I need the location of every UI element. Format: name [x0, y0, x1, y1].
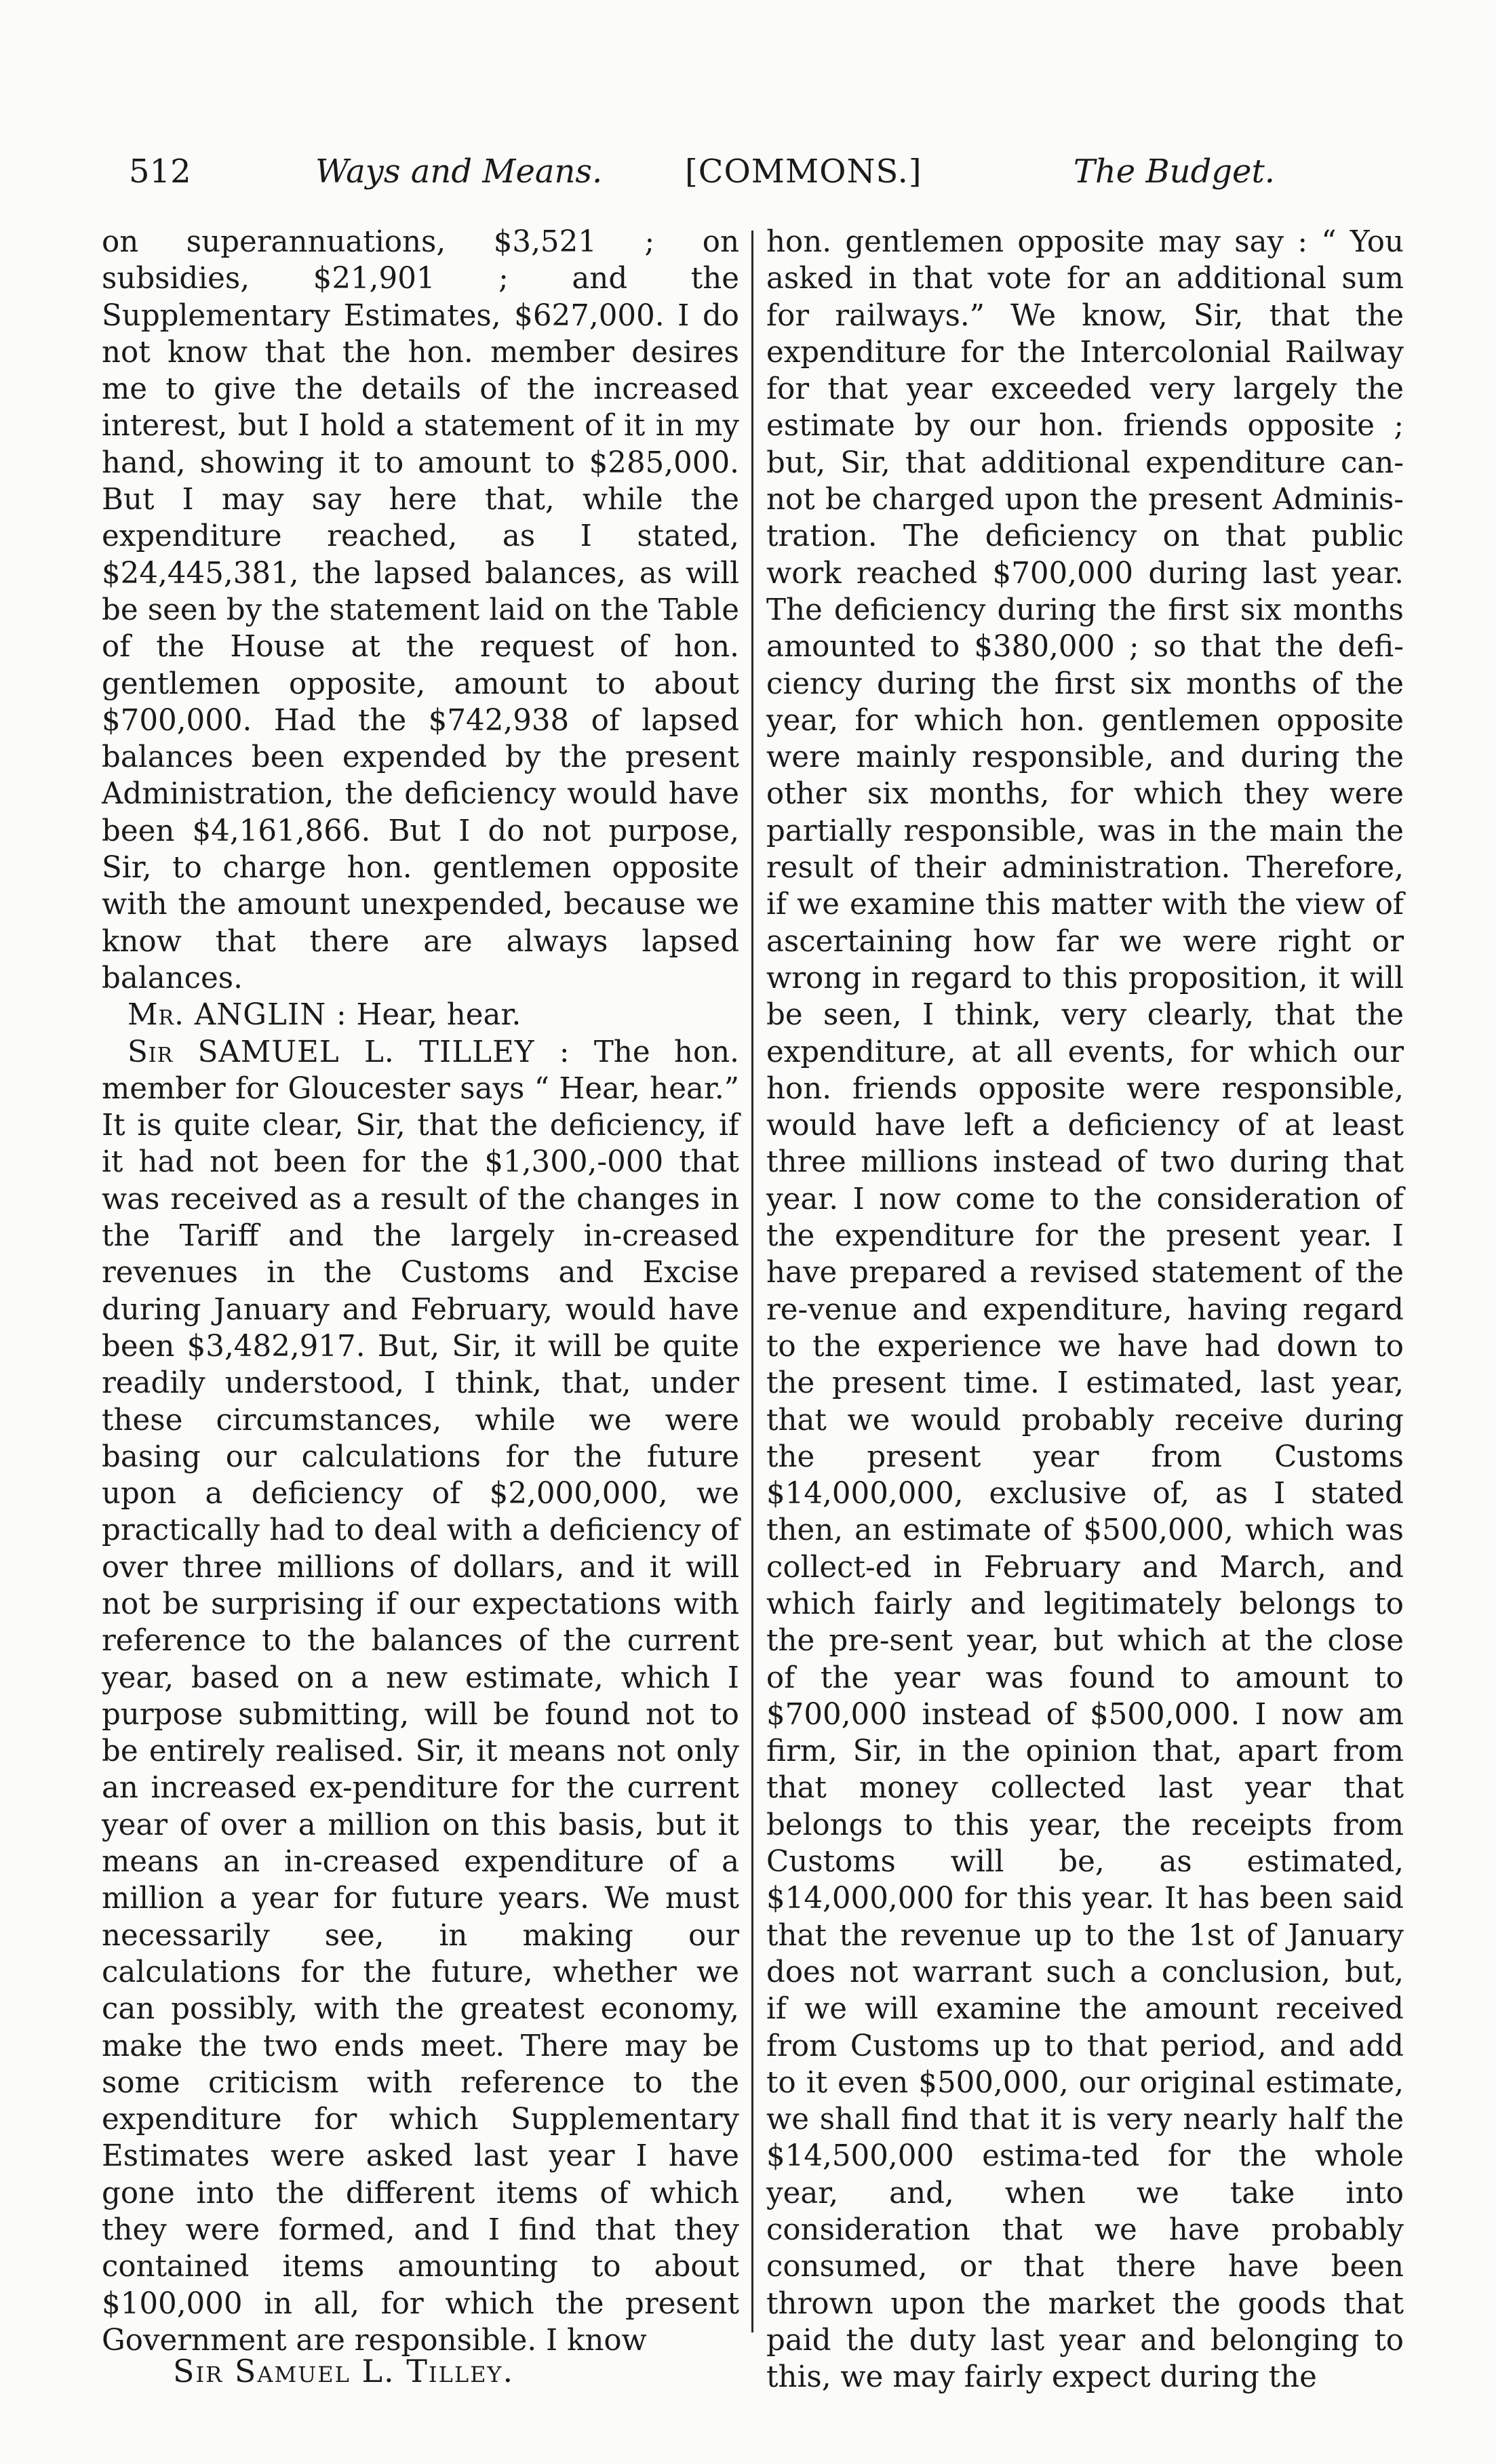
speech-text: Hear, hear.	[347, 998, 521, 1033]
left-paragraph-1: on superannuations, $3,521 ; on subsidies, $21,901 ; and the Supplementary Estimates, $627,000. I do not know that the hon. member desires me to give the details of the increased interest, but I hold a statement of it in my hand, showing it to amount to $285,000. But I may say here that, while the expenditure reached, as I stated, $24,445,381, the lapsed balances, as will be seen by the statement laid on the Table of the House at the request of hon. gentlemen opposite, amount to about $700,000. Had the $742,938 of lapsed balances been expended by the present Administration, the deficiency would have been $4,161,866. But I do not purpose, Sir, to charge hon. gentlemen opposite with the amount unexpended, because we know that there are always lapsed balances.	[102, 225, 739, 995]
column-divider	[751, 231, 753, 2332]
speaker-name: Mr. ANGLIN :	[127, 998, 347, 1033]
running-footer: Sir Samuel L. Tilley.	[173, 2353, 515, 2389]
page-header	[129, 139, 1275, 200]
left-paragraph-2	[102, 997, 739, 1033]
speaker-name: Sir SAMUEL L. TILLEY :	[127, 1035, 570, 1069]
left-paragraph-3	[102, 1034, 739, 2360]
page-number: 512	[129, 153, 191, 191]
speech-text: The hon. member for Gloucester says “ Hear, hear.” It is quite clear, Sir, that the deficiency, if it had not been for the $1,300,-000 that was received as a result of the changes in the Tariff and the largely in-creased revenues in the Customs and Excise during January and February, would have been $3,482,917. But, Sir, it will be quite readily understood, I think, that, under these circumstances, while we were basing our calculations for the future upon a deficiency of $2,000,000, we practically had to deal with a deficiency of over three millions of dollars, and it will not be surprising if our expectations with reference to the balances of the current year, based on a new estimate, which I purpose submitting, will be found not to be entirely realised. Sir, it means not only an increased ex-penditure for the current year of over a million on this basis, but it means an in-creased expenditure of a million a year for future years. We must necessarily see, in making our calculations for the future, whether we can possibly, with the greatest economy, make the two ends meet. There may be some criticism with reference to the expenditure for which Supplementary Estimates were asked last year I have gone into the different items of which they were formed, and I find that they contained items amounting to about $100,000 in all, for which the present Government are responsible. I know	[102, 1035, 739, 2358]
header-right-title: The Budget.	[1073, 153, 1275, 191]
header-center-title: [COMMONS.]	[685, 153, 922, 191]
header-left-title: Ways and Means.	[315, 153, 603, 191]
right-paragraph-1: hon. gentlemen opposite may say : “ You asked in that vote for an additional sum for railways.” We know, Sir, that the expenditure for the Intercolonial Railway for that year exceeded very largely the estimate by our hon. friends opposite ; but, Sir, that additional expenditure can-not be charged upon the present Adminis-tration. The deficiency on that public work reached $700,000 during last year. The deficiency during the first six months amounted to $380,000 ; so that the defi-ciency during the first six months of the year, for which hon. gentlemen opposite were mainly responsible, and during the other six months, for which they were partially responsible, was in the main the result of their administration. Therefore, if we examine this matter with the view of ascertaining how far we were right or wrong in regard to this proposition, it will be seen, I think, very clearly, that the expenditure, at all events, for which our hon. friends opposite were responsible, would have left a deficiency of at least three millions instead of two during that year. I now come to the consideration of the expenditure for the present year. I have prepared a revised statement of the re-venue and expenditure, having regard to the experience we have had down to the present time. I estimated, last year, that we would probably receive during the present year from Customs $14,000,000, exclusive of, as I stated then, an estimate of $500,000, which was collect-ed in February and March, and which fairly and legitimately belongs to the pre-sent year, but which at the close of the year was found to amount to $700,000 instead of $500,000. I now am firm, Sir, in the opinion that, apart from that money collected last year that belongs to this year, the receipts from Customs will be, as estimated, $14,000,000 for this year. It has been said that the revenue up to the 1st of January does not warrant such a conclusion, but, if we will examine the amount received from Customs up to that period, and add to it even $500,000, our original estimate, we shall find that it is very nearly half the $14,500,000 estima-ted for the whole year, and, when we take into consideration that we have probably consumed, or that there have been thrown upon the market the goods that paid the duty last year and belonging to this, we may fairly expect during the	[766, 225, 1404, 2395]
left-column	[102, 224, 739, 2359]
right-column	[766, 224, 1404, 2396]
